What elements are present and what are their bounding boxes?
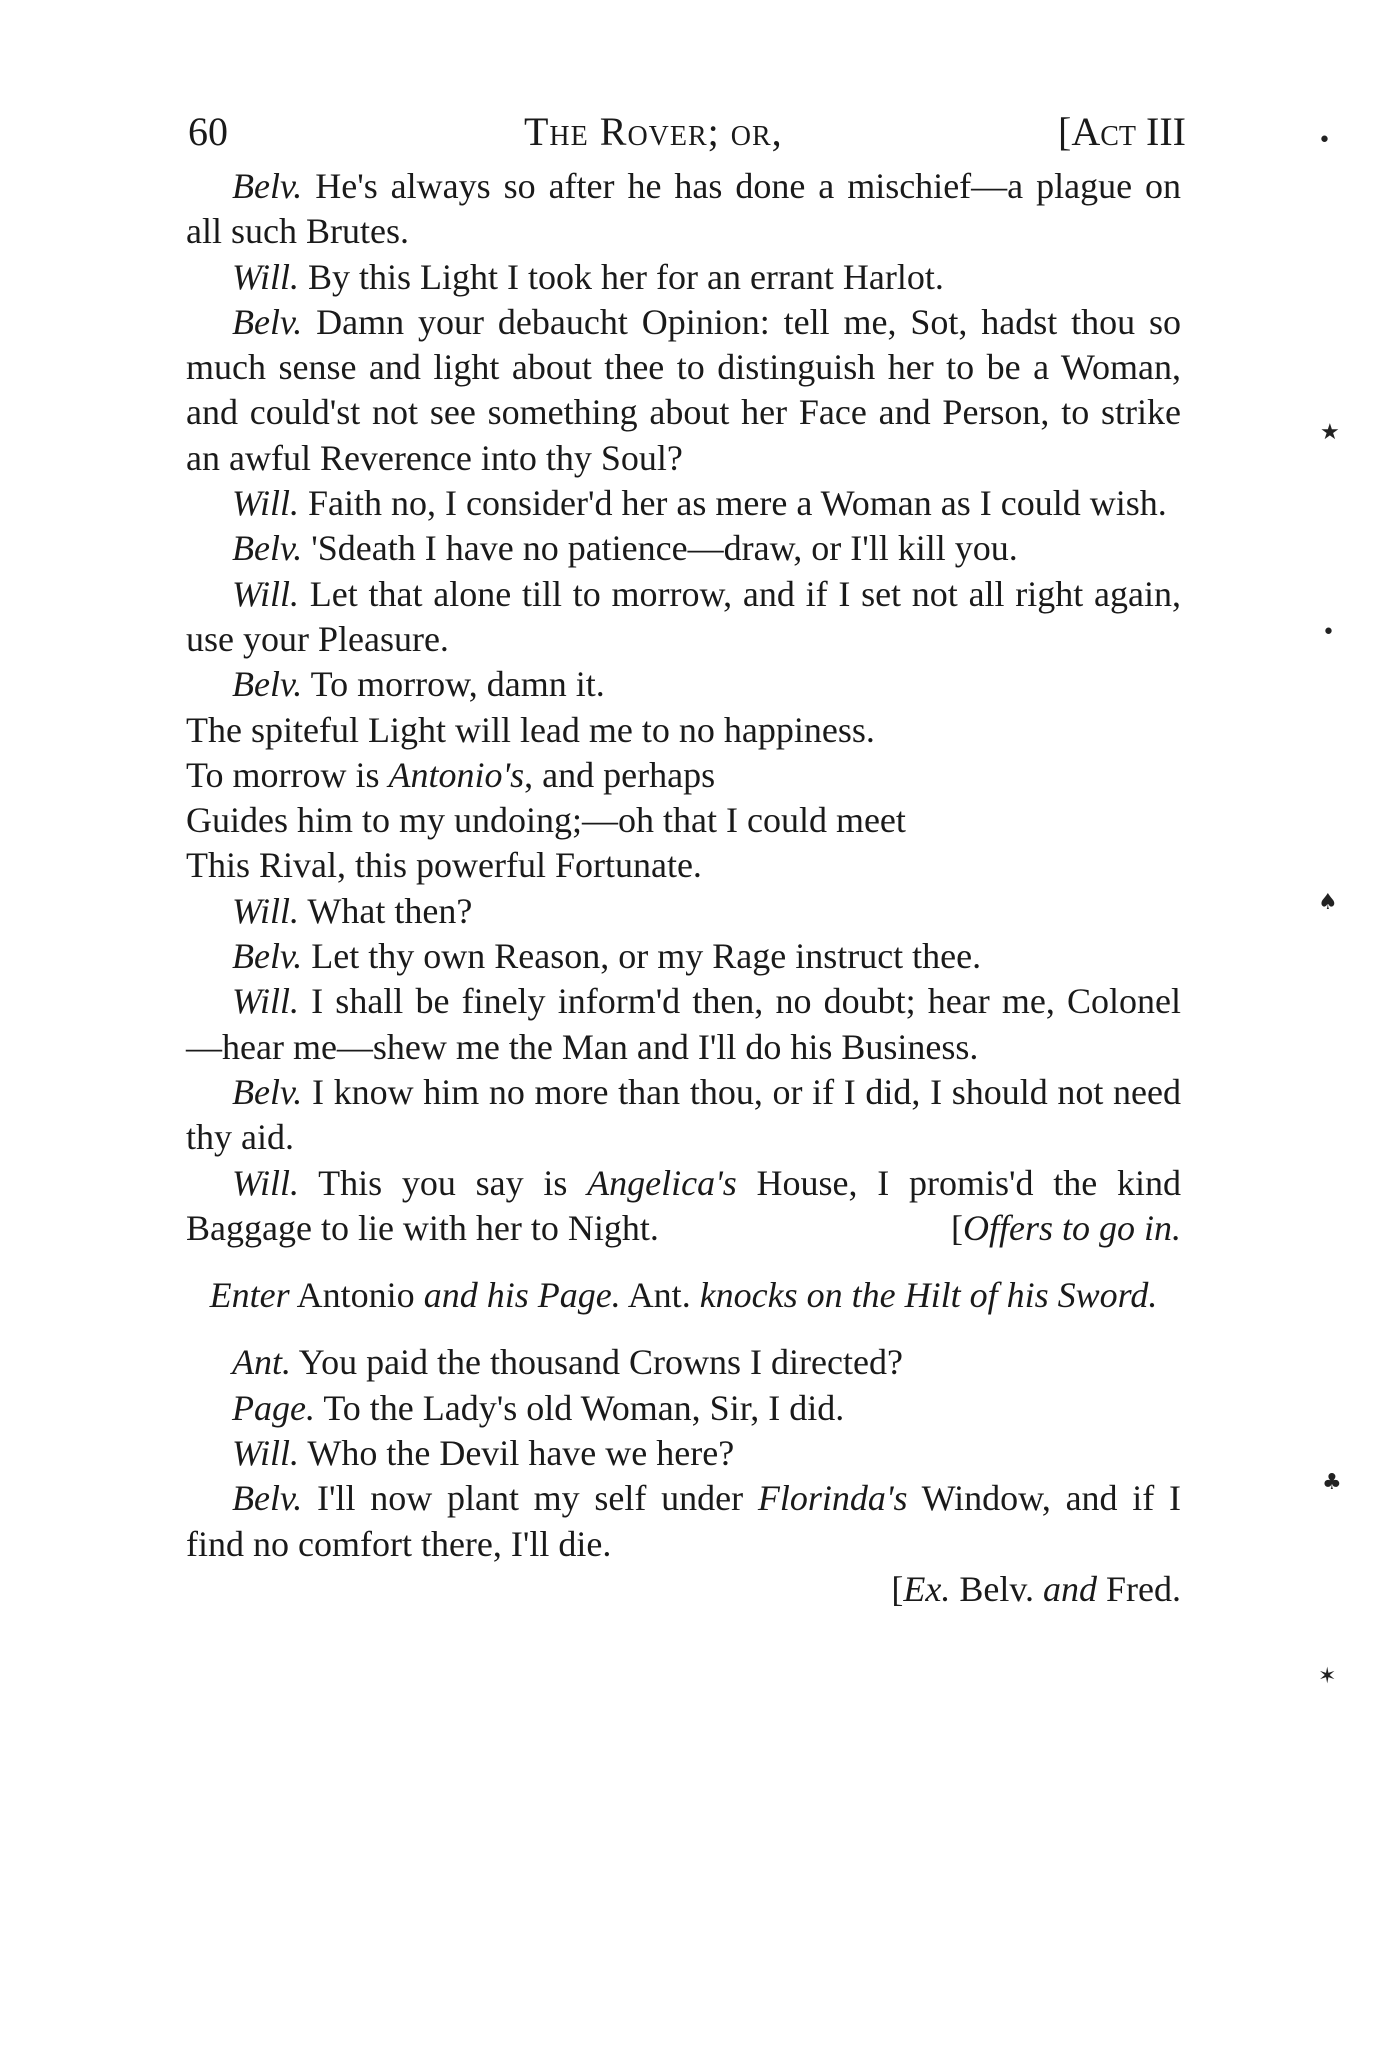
running-title: The Rover; or,: [524, 109, 783, 154]
speaker: Ant.: [232, 1342, 291, 1383]
verse-line: Belv. To morrow, damn it.: [232, 664, 605, 705]
speaker: Page.: [232, 1387, 315, 1428]
speech: [186, 979, 1181, 1070]
speaker: Belv.: [232, 936, 303, 977]
speaker: Belv.: [232, 166, 303, 206]
speaker: Will.: [232, 256, 300, 297]
stage-direction: Enter Antonio and his Page. Ant. knocks on the Hilt of his Sword.: [209, 1275, 1158, 1316]
running-header: [186, 108, 1186, 164]
speech-text: What then?: [307, 890, 473, 931]
scan-speck: ♣: [1322, 1470, 1342, 1495]
speech: [186, 526, 1181, 571]
scan-speck: •: [1318, 128, 1331, 153]
speech: [186, 1340, 1181, 1385]
speech-text: Let thy own Reason, or my Rage instruct thee.: [311, 936, 982, 977]
speech-text: By this Light I took her for an errant Harlot.: [308, 256, 944, 297]
speech: [186, 300, 1181, 481]
speaker: Will.: [232, 483, 300, 524]
exit-direction: [Ex. Belv. and Fred.: [891, 1568, 1181, 1609]
verse-line: The spiteful Light will lead me to no happiness.: [186, 709, 875, 750]
verse-line: This Rival, this powerful Fortunate.: [186, 845, 702, 886]
verse-line: To morrow is Antonio's, and perhaps: [186, 754, 716, 795]
speech-text: You paid the thousand Crowns I directed?: [298, 1342, 903, 1383]
speech-text: Who the Devil have we here?: [307, 1433, 735, 1474]
speaker: Belv.: [232, 301, 303, 342]
speech: [186, 1431, 1181, 1476]
speaker: Will.: [232, 1162, 300, 1203]
speech: [186, 1386, 1181, 1431]
speech: [186, 255, 1181, 300]
play-text: [186, 164, 1181, 1612]
stage-direction-inline: [Offers to go in.: [950, 1207, 1181, 1248]
speech-text: Damn your debaucht Opinion: tell me, Sot, hadst thou so much sense and light about thee to distinguish her to be a Woman, and could'st not see something about her Face and Person, to strike an awful Reverence into thy Soul?: [186, 301, 1182, 478]
speaker: Will.: [232, 1433, 300, 1474]
speaker: Will.: [232, 573, 300, 614]
book-page: [186, 0, 1186, 2069]
speaker: Belv.: [232, 1478, 303, 1519]
speech-text: 'Sdeath I have no patience—draw, or I'll kill you.: [311, 528, 1018, 569]
speech-text: Faith no, I consider'd her as mere a Woman as I could wish.: [308, 483, 1167, 524]
scan-speck: ♠: [1318, 890, 1338, 915]
speech: [186, 164, 1181, 255]
speaker: Belv.: [232, 1071, 303, 1112]
page-number: 60: [188, 109, 228, 154]
scan-speck: •: [1322, 620, 1335, 645]
verse-speech: [186, 662, 1181, 888]
scan-speck: ★: [1320, 420, 1340, 445]
scan-speck: ✶: [1318, 1664, 1337, 1689]
speech-text: I shall be finely inform'd then, no doubt; hear me, Colonel—hear me—shew me the Man and I'll do his Business.: [186, 981, 1181, 1067]
speech: Belv. I'll now plant my self under Florinda's Window, and if I find no comfort there, I'll die.: [186, 1478, 1181, 1564]
act-marker: [Act III: [1058, 109, 1186, 154]
speaker: Will.: [232, 890, 300, 931]
verse-line: Guides him to my undoing;—oh that I could meet: [186, 800, 906, 841]
speech-text: I know him no more than thou, or if I did, I should not need thy aid.: [186, 1071, 1181, 1158]
speech: [186, 934, 1181, 979]
speech-text: He's always so after he has done a mischief—a plague on all such Brutes.: [186, 166, 1182, 252]
speech: [186, 889, 1181, 934]
speaker: Belv.: [232, 664, 303, 705]
speech-text: Let that alone till to morrow, and if I set not all right again, use your Pleasure.: [186, 573, 1182, 659]
speaker: Belv.: [232, 528, 303, 569]
speech-text: To the Lady's old Woman, Sir, I did.: [323, 1387, 845, 1428]
speech: [186, 572, 1181, 663]
speech: [186, 481, 1181, 526]
speaker: Will.: [232, 981, 300, 1022]
speech: [186, 1070, 1181, 1161]
speech: Will. This you say is Angelica's House, I promis'd the kind Baggage to lie with her to Night. [Offers to go in.: [186, 1161, 1181, 1252]
